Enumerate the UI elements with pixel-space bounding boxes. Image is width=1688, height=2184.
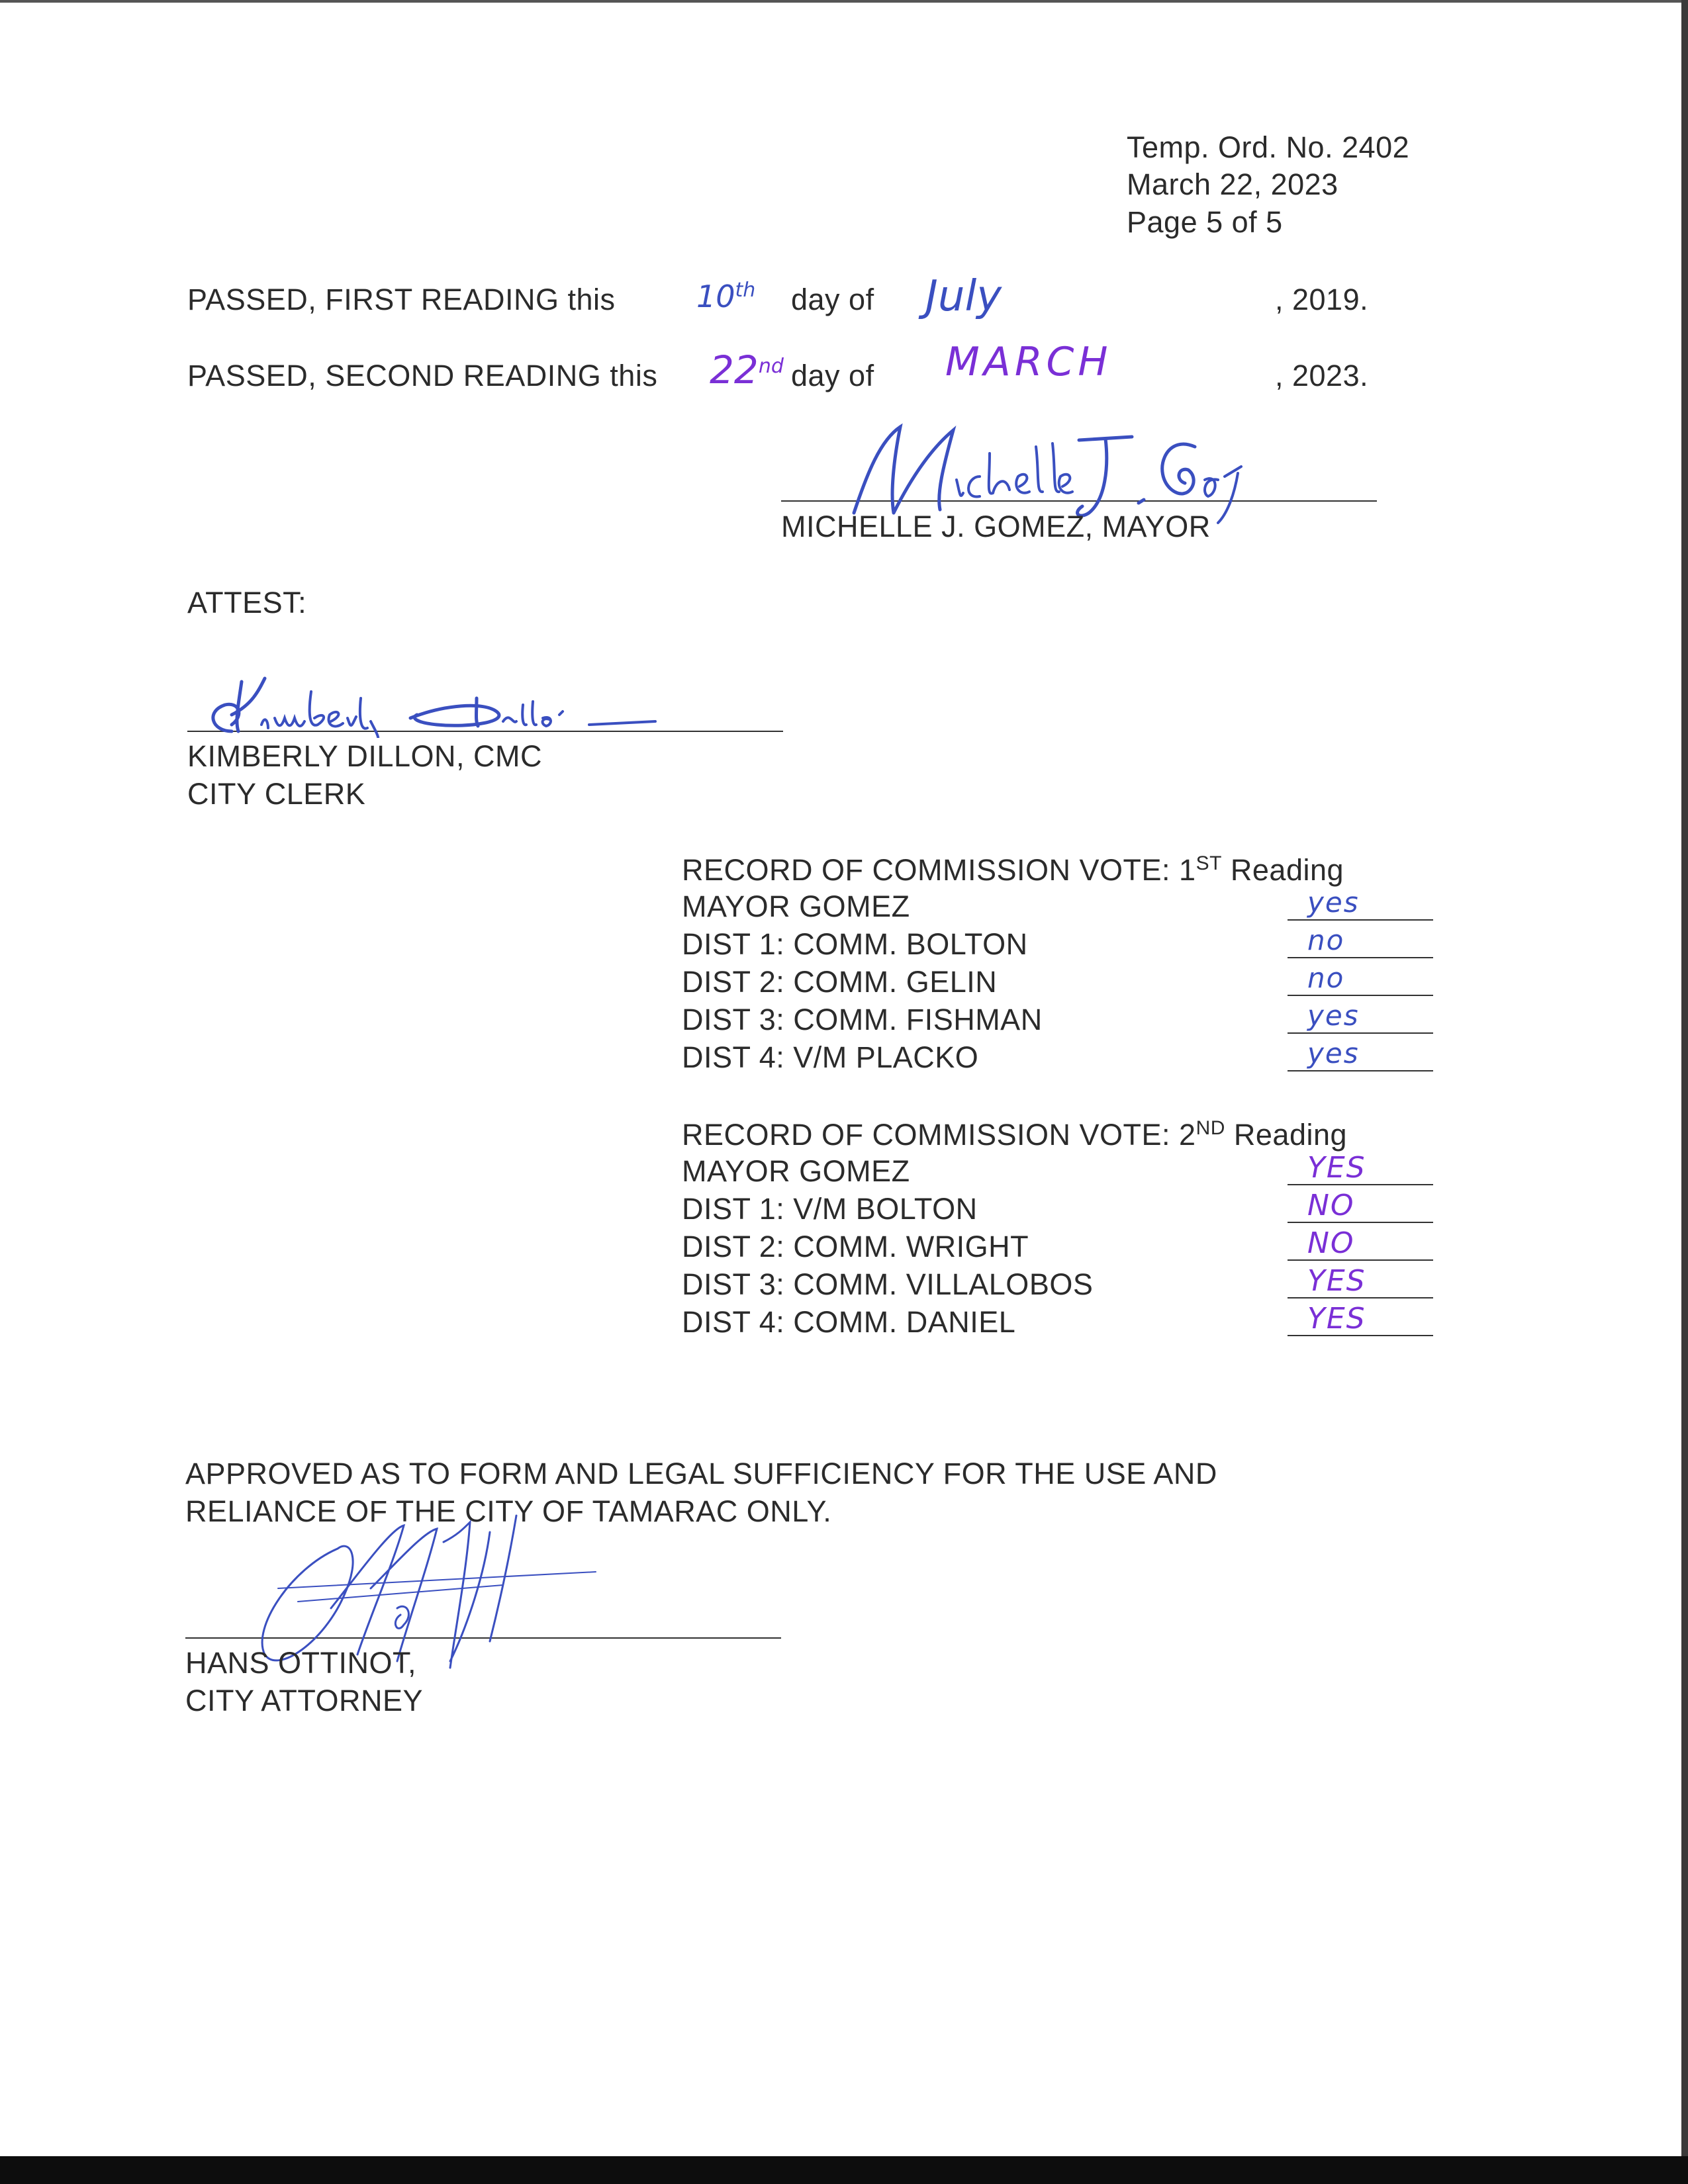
vote1-vote-line — [1288, 995, 1433, 996]
vote2-member-label: DIST 3: COMM. VILLALOBOS — [682, 1267, 1094, 1301]
attorney-name: HANS OTTINOT, — [185, 1646, 417, 1680]
vote1-vote-mark: yes — [1307, 1037, 1360, 1069]
vote1-vote-mark: no — [1307, 924, 1345, 956]
scan-edge-bottom — [0, 2156, 1688, 2184]
first-reading-day: 10th — [696, 279, 756, 314]
ordinance-number: Temp. Ord. No. 2402 — [1127, 130, 1410, 164]
vote1-member-label: MAYOR GOMEZ — [682, 889, 910, 923]
first-reading-month: July — [925, 272, 1002, 321]
second-reading-year: , 2023. — [1275, 359, 1369, 392]
vote1-vote-line — [1288, 957, 1433, 958]
vote2-vote-mark: NO — [1307, 1189, 1355, 1222]
vote1-vote-mark: yes — [1307, 999, 1360, 1032]
mayor-name: MICHELLE J. GOMEZ, MAYOR — [781, 510, 1211, 543]
attorney-title: CITY ATTORNEY — [185, 1684, 424, 1717]
vote1-member-label: DIST 2: COMM. GELIN — [682, 965, 998, 999]
vote2-vote-mark: YES — [1307, 1151, 1366, 1185]
vote1-member-label: DIST 1: COMM. BOLTON — [682, 927, 1028, 961]
vote1-vote-mark: no — [1307, 962, 1345, 994]
ordinance-date: March 22, 2023 — [1127, 167, 1338, 201]
second-reading-day-of: day of — [791, 359, 874, 392]
approval-line-1: APPROVED AS TO FORM AND LEGAL SUFFICIENCY FOR THE USE AND — [185, 1457, 1217, 1490]
second-reading-month: MARCH — [945, 339, 1112, 385]
vote1-vote-mark: yes — [1307, 886, 1360, 919]
second-reading-day: 22nd — [710, 347, 784, 392]
vote1-vote-line — [1288, 919, 1433, 921]
clerk-name: KIMBERLY DILLON, CMC — [187, 739, 542, 773]
vote1-title: RECORD OF COMMISSION VOTE: 1ST Reading — [682, 852, 1344, 887]
first-reading-year: , 2019. — [1275, 283, 1369, 316]
approval-line-2: RELIANCE OF THE CITY OF TAMARAC ONLY. — [185, 1494, 832, 1528]
clerk-title: CITY CLERK — [187, 777, 366, 811]
vote2-vote-mark: YES — [1307, 1302, 1366, 1336]
vote2-member-label: DIST 2: COMM. WRIGHT — [682, 1230, 1029, 1263]
scan-edge-right — [1681, 0, 1688, 2184]
first-reading-day-of: day of — [791, 283, 874, 316]
vote2-member-label: DIST 4: COMM. DANIEL — [682, 1305, 1016, 1339]
vote2-member-label: DIST 1: V/M BOLTON — [682, 1192, 978, 1226]
vote1-vote-line — [1288, 1070, 1433, 1071]
clerk-signature — [192, 665, 682, 738]
attest-label: ATTEST: — [187, 586, 307, 619]
page-number: Page 5 of 5 — [1127, 205, 1283, 239]
vote2-vote-mark: NO — [1307, 1226, 1355, 1260]
vote1-member-label: DIST 3: COMM. FISHMAN — [682, 1003, 1043, 1036]
scan-edge-top — [0, 0, 1688, 3]
first-reading-label: PASSED, FIRST READING this — [187, 283, 616, 316]
vote2-member-label: MAYOR GOMEZ — [682, 1154, 910, 1188]
vote2-title: RECORD OF COMMISSION VOTE: 2ND Reading — [682, 1117, 1348, 1152]
second-reading-label: PASSED, SECOND READING this — [187, 359, 658, 392]
vote1-vote-line — [1288, 1032, 1433, 1034]
vote1-member-label: DIST 4: V/M PLACKO — [682, 1040, 979, 1074]
vote2-vote-mark: YES — [1307, 1264, 1366, 1298]
